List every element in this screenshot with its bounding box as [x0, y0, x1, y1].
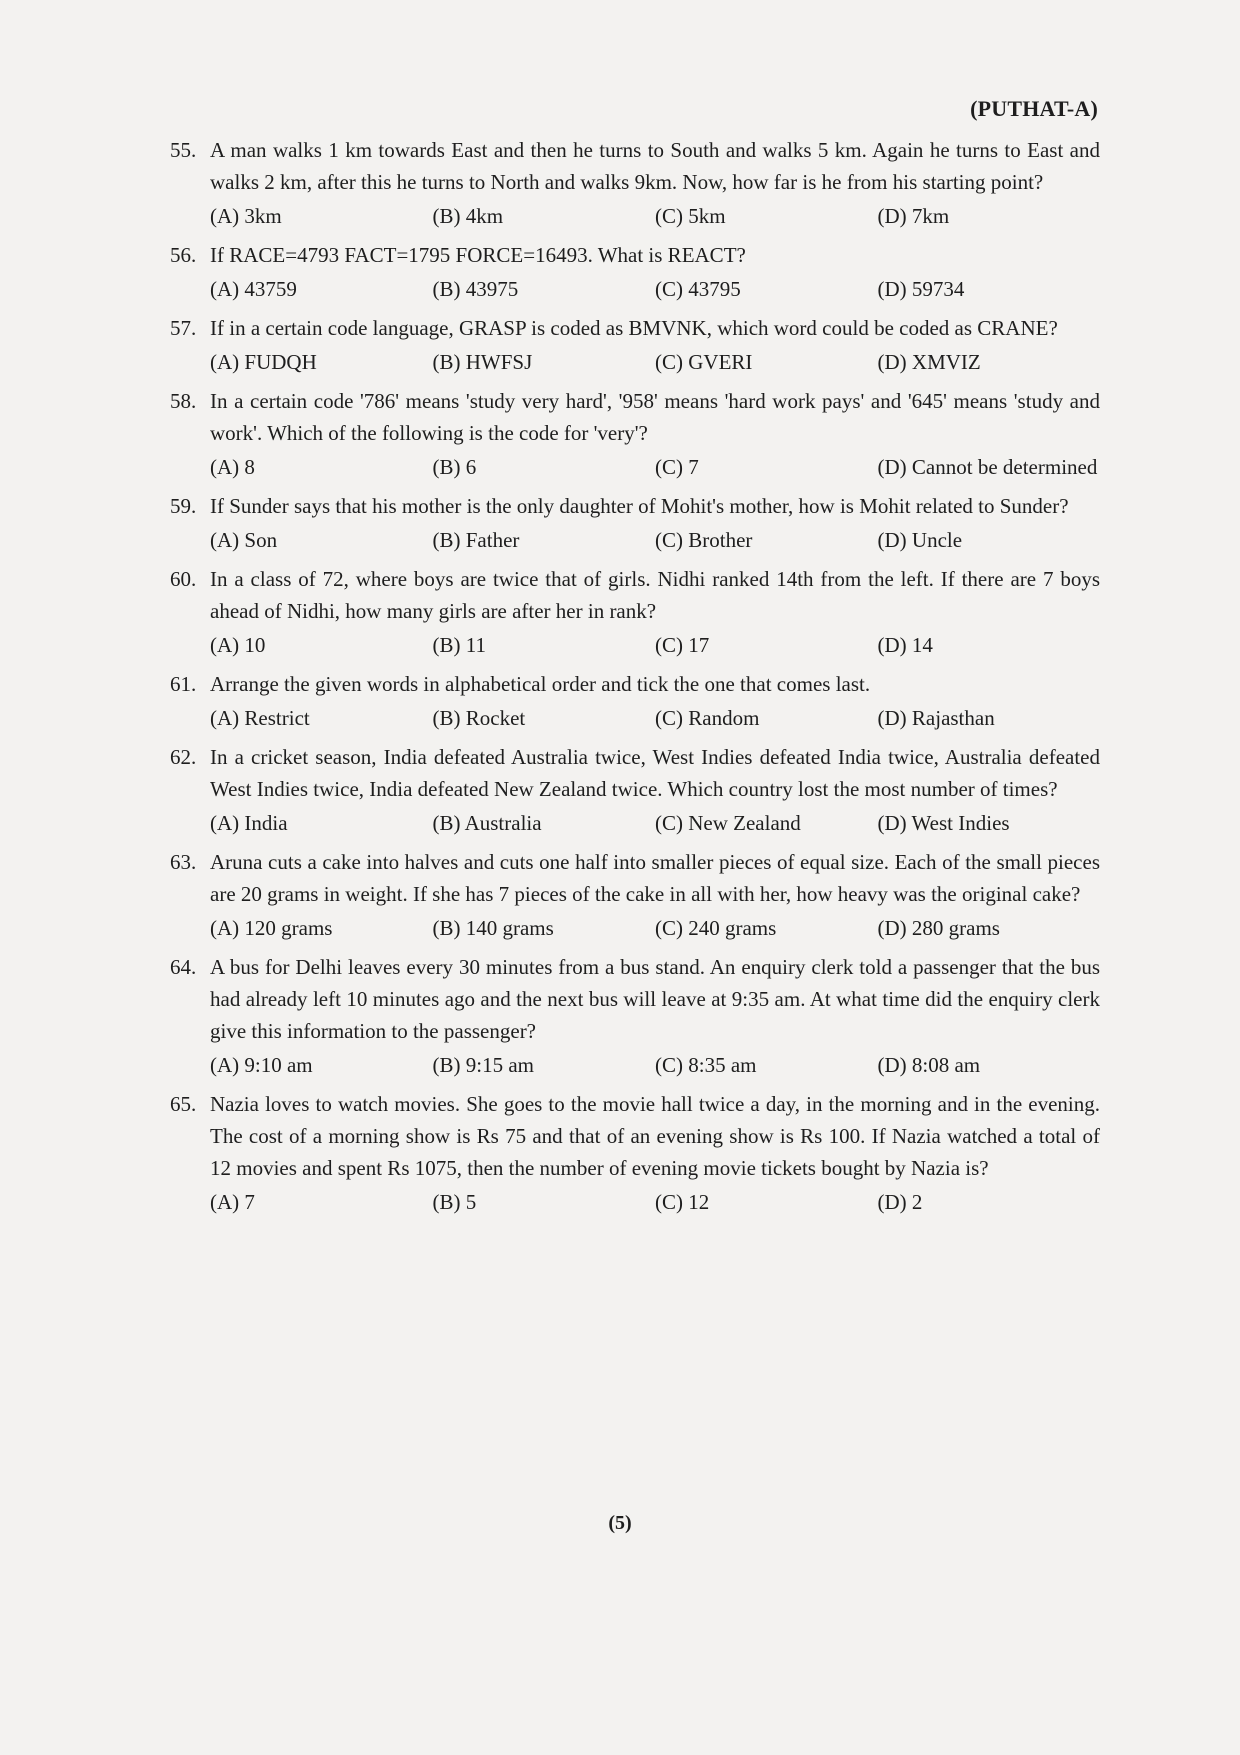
question-item [170, 385, 1100, 483]
question-text: If in a certain code language, GRASP is coded as BMVNK, which word could be coded as CRANE? [210, 316, 1058, 340]
answer-option: (B) 6 [432, 455, 477, 479]
answer-options [170, 273, 1100, 305]
answer-option: (A) 8 [210, 455, 255, 479]
answer-option: (C) Brother [655, 528, 753, 552]
question-number: 61. [170, 672, 197, 696]
answer-option: (A) FUDQH [210, 350, 317, 374]
answer-option: (D) 59734 [877, 277, 965, 301]
question-number: 62. [170, 745, 197, 769]
question-text: In a class of 72, where boys are twice that of girls. Nidhi ranked 14th from the left. If there are 7 boys ahead of Nidhi, how many girls are after her in rank? [210, 567, 1100, 623]
answer-option: (A) 3km [210, 204, 282, 228]
answer-options [170, 1049, 1100, 1081]
answer-option: (B) 140 grams [432, 916, 554, 940]
answer-option: (C) New Zealand [655, 811, 801, 835]
answer-option: (D) 8:08 am [877, 1053, 981, 1077]
question-text: Nazia loves to watch movies. She goes to the movie hall twice a day, in the morning and in the evening. The cost of a morning show is Rs 75 and that of an evening show is Rs 100. If Nazia watched a total of 12 movies and spent Rs 1075, then the number of evening movie tickets bought by Nazia is? [210, 1092, 1100, 1180]
answer-option: (C) 240 grams [655, 916, 777, 940]
question-row [170, 490, 1100, 522]
answer-option: (D) 7km [877, 204, 950, 228]
question-row [170, 134, 1100, 198]
question-item [170, 846, 1100, 944]
question-row [170, 668, 1100, 700]
answer-option: (C) 8:35 am [655, 1053, 757, 1077]
answer-option: (B) 11 [432, 633, 486, 657]
answer-option: (C) GVERI [655, 350, 753, 374]
answer-option: (A) Son [210, 528, 278, 552]
question-item [170, 951, 1100, 1081]
answer-option: (D) Rajasthan [877, 706, 995, 730]
question-list [170, 134, 1100, 1225]
question-row [170, 741, 1100, 805]
answer-option: (D) Cannot be determined [877, 455, 1098, 479]
answer-options [170, 524, 1100, 556]
question-number: 63. [170, 850, 197, 874]
answer-options [170, 629, 1100, 661]
answer-option: (A) 43759 [210, 277, 297, 301]
answer-option: (C) Random [655, 706, 760, 730]
answer-options [170, 912, 1100, 944]
question-number: 65. [170, 1092, 197, 1116]
answer-option: (A) 7 [210, 1190, 255, 1214]
question-item [170, 312, 1100, 378]
answer-option: (B) 5 [432, 1190, 477, 1214]
answer-option: (C) 5km [655, 204, 726, 228]
question-item [170, 134, 1100, 232]
question-text: A man walks 1 km towards East and then he turns to South and walks 5 km. Again he turns to East and walks 2 km, after this he turns to North and walks 9km. Now, how far is he from his starting point? [210, 138, 1100, 194]
answer-option: (C) 17 [655, 633, 710, 657]
question-item [170, 563, 1100, 661]
page-number: (5) [608, 1512, 632, 1534]
answer-option: (B) 9:15 am [432, 1053, 534, 1077]
question-text: Arrange the given words in alphabetical order and tick the one that comes last. [210, 672, 871, 696]
answer-option: (B) Father [432, 528, 520, 552]
question-row [170, 563, 1100, 627]
answer-option: (C) 7 [655, 455, 699, 479]
answer-option: (B) HWFSJ [432, 350, 533, 374]
question-row [170, 846, 1100, 910]
question-text: In a cricket season, India defeated Australia twice, West Indies defeated India twice, Australia defeated West Indies twice, India defeated New Zealand twice. Which country lost the most number of times? [210, 745, 1100, 801]
question-text: Aruna cuts a cake into halves and cuts one half into smaller pieces of equal size. Each of the small pieces are 20 grams in weight. If she has 7 pieces of the cake in all with her, how heavy was the original cake? [210, 850, 1100, 906]
answer-options [170, 346, 1100, 378]
answer-option: (D) 280 grams [877, 916, 1000, 940]
answer-option: (D) 14 [877, 633, 933, 657]
question-row [170, 385, 1100, 449]
question-number: 56. [170, 243, 197, 267]
answer-options [170, 1186, 1100, 1218]
question-text: A bus for Delhi leaves every 30 minutes from a bus stand. An enquiry clerk told a passenger that the bus had already left 10 minutes ago and the next bus will leave at 9:35 am. At what time did the enquiry clerk give this information to the passenger? [210, 955, 1100, 1043]
question-number: 60. [170, 567, 197, 591]
answer-option: (A) 10 [210, 633, 266, 657]
question-text: In a certain code '786' means 'study very hard', '958' means 'hard work pays' and '645' means 'study and work'. Which of the following is the code for 'very'? [210, 389, 1100, 445]
answer-options [170, 807, 1100, 839]
question-item [170, 1088, 1100, 1218]
question-item [170, 668, 1100, 734]
answer-option: (C) 12 [655, 1190, 710, 1214]
answer-option: (A) Restrict [210, 706, 310, 730]
question-item [170, 741, 1100, 839]
answer-option: (D) 2 [877, 1190, 923, 1214]
question-number: 64. [170, 955, 197, 979]
question-row [170, 1088, 1100, 1184]
answer-options [170, 451, 1100, 483]
answer-option: (B) 4km [432, 204, 504, 228]
paper-code: (PUTHAT-A) [970, 96, 1098, 121]
answer-option: (B) Rocket [432, 706, 526, 730]
answer-option: (D) XMVIZ [877, 350, 981, 374]
answer-option: (A) 120 grams [210, 916, 333, 940]
answer-option: (D) West Indies [877, 811, 1010, 835]
question-number: 57. [170, 316, 197, 340]
question-item [170, 490, 1100, 556]
answer-option: (A) 9:10 am [210, 1053, 313, 1077]
question-row [170, 312, 1100, 344]
answer-options [170, 702, 1100, 734]
answer-option: (D) Uncle [877, 528, 963, 552]
question-number: 58. [170, 389, 197, 413]
answer-option: (A) India [210, 811, 288, 835]
question-item [170, 239, 1100, 305]
answer-option: (C) 43795 [655, 277, 741, 301]
answer-option: (B) Australia [432, 811, 542, 835]
answer-options [170, 200, 1100, 232]
question-row [170, 951, 1100, 1047]
answer-option: (B) 43975 [432, 277, 519, 301]
question-text: If Sunder says that his mother is the only daughter of Mohit's mother, how is Mohit related to Sunder? [210, 494, 1069, 518]
question-number: 59. [170, 494, 197, 518]
question-number: 55. [170, 138, 197, 162]
question-text: If RACE=4793 FACT=1795 FORCE=16493. What is REACT? [210, 243, 746, 267]
question-row [170, 239, 1100, 271]
